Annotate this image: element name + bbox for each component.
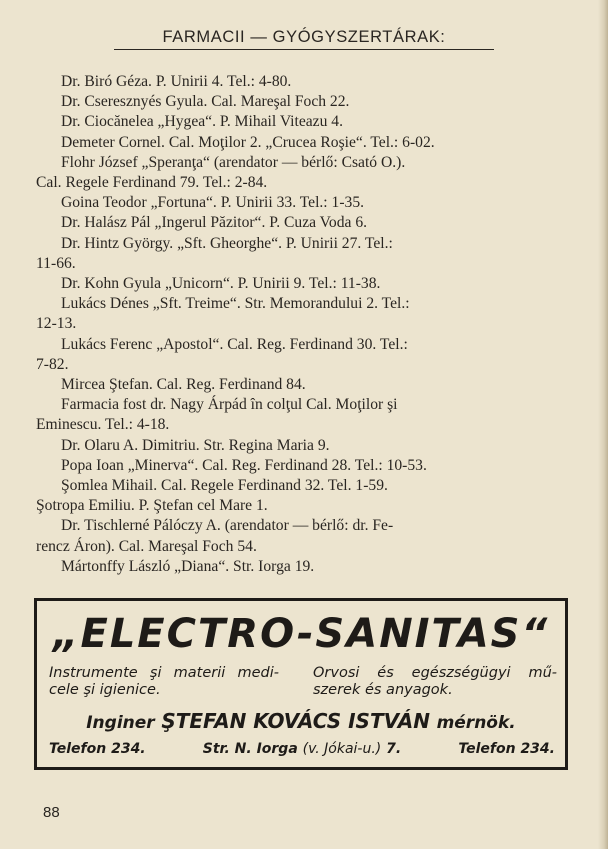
- page-gutter-shadow: [598, 0, 608, 849]
- list-item: Lukács Dénes „Sft. Treime“. Str. Memorandului 2. Tel.:: [61, 295, 410, 313]
- ad-address: [203, 741, 401, 757]
- list-item-continuation: rencz Áron). Cal. Mareşal Foch 54.: [36, 537, 257, 555]
- ad-address-note: (v. Jókai-u.): [302, 741, 382, 757]
- ad-contact-line: [49, 741, 555, 757]
- ad-engineer-name: ŞTEFAN KOVÁCS ISTVÁN: [161, 709, 430, 733]
- list-item: Dr. Ciocănelea „Hygea“. P. Mihail Viteazu 4.: [61, 113, 343, 131]
- list-item-continuation: Cal. Regele Ferdinand 79. Tel.: 2-84.: [36, 174, 268, 192]
- ad-phone-left: Telefon 234.: [49, 741, 146, 757]
- list-item: Dr. Hintz György. „Sft. Gheorghe“. P. Unirii 27. Tel.:: [61, 234, 393, 252]
- list-item: Dr. Halász Pál „Ingerul Păzitor“. P. Cuza Voda 6.: [61, 214, 368, 232]
- ad-address-number: 7.: [386, 741, 402, 757]
- ad-title: „ELECTRO-SANITAS“: [52, 611, 550, 657]
- list-item-continuation: 12-13.: [36, 315, 77, 333]
- ad-description-hungarian: Orvosi és egészségügyi mű-szerek és anyagok.: [313, 665, 557, 698]
- list-item-continuation: Eminescu. Tel.: 4-18.: [36, 416, 170, 434]
- ad-engineer-title-ro: Inginer: [86, 713, 155, 733]
- advertisement-box: [34, 598, 568, 770]
- list-item: Dr. Cseresznyés Gyula. Cal. Mareşal Foch 22.: [61, 93, 350, 111]
- list-item: Dr. Kohn Gyula „Unicorn“. P. Unirii 9. Tel.: 11-38.: [61, 275, 381, 293]
- list-item-continuation: 7-82.: [36, 355, 69, 373]
- list-item: Dr. Tischlerné Pálóczy A. (arendator — bérlő: dr. Fe-: [61, 517, 394, 535]
- page-number: 88: [43, 804, 60, 821]
- list-item: Şotropa Emiliu. P. Ştefan cel Mare 1.: [36, 497, 268, 515]
- ad-engineer-line: [37, 709, 565, 733]
- section-heading: FARMACII — GYÓGYSZERTÁRAK:: [114, 28, 494, 50]
- pharmacy-list: [36, 72, 574, 577]
- ad-address-street: Str. N. Iorga: [202, 741, 298, 757]
- ad-phone-right: Telefon 234.: [458, 741, 555, 757]
- list-item: Popa Ioan „Minerva“. Cal. Reg. Ferdinand 28. Tel.: 10-53.: [61, 456, 427, 474]
- ad-description-romanian: Instrumente şi materii medi-cele şi igienice.: [49, 665, 279, 698]
- list-item: Demeter Cornel. Cal. Moţilor 2. „Crucea Roşie“. Tel.: 6-02.: [61, 133, 435, 151]
- list-item: Lukács Ferenc „Apostol“. Cal. Reg. Ferdinand 30. Tel.:: [61, 335, 408, 353]
- list-item: Dr. Biró Géza. P. Unirii 4. Tel.: 4-80.: [61, 73, 292, 90]
- list-item: Goina Teodor „Fortuna“. P. Unirii 33. Tel.: 1-35.: [61, 194, 365, 212]
- ad-engineer-title-hu: mérnök.: [436, 713, 516, 733]
- list-item: Mircea Ştefan. Cal. Reg. Ferdinand 84.: [61, 376, 306, 394]
- list-item: Şomlea Mihail. Cal. Regele Ferdinand 32. Tel. 1-59.: [61, 477, 388, 495]
- list-item: Mártonffy László „Diana“. Str. Iorga 19.: [61, 557, 315, 575]
- list-item: Farmacia fost dr. Nagy Árpád în colţul Cal. Moţilor şi: [61, 396, 398, 414]
- list-item: Flohr József „Speranţa“ (arendator — bérlő: Csató O.).: [61, 153, 406, 171]
- list-item-continuation: 11-66.: [36, 254, 76, 272]
- list-item: Dr. Olaru A. Dimitriu. Str. Regina Maria 9.: [61, 436, 330, 454]
